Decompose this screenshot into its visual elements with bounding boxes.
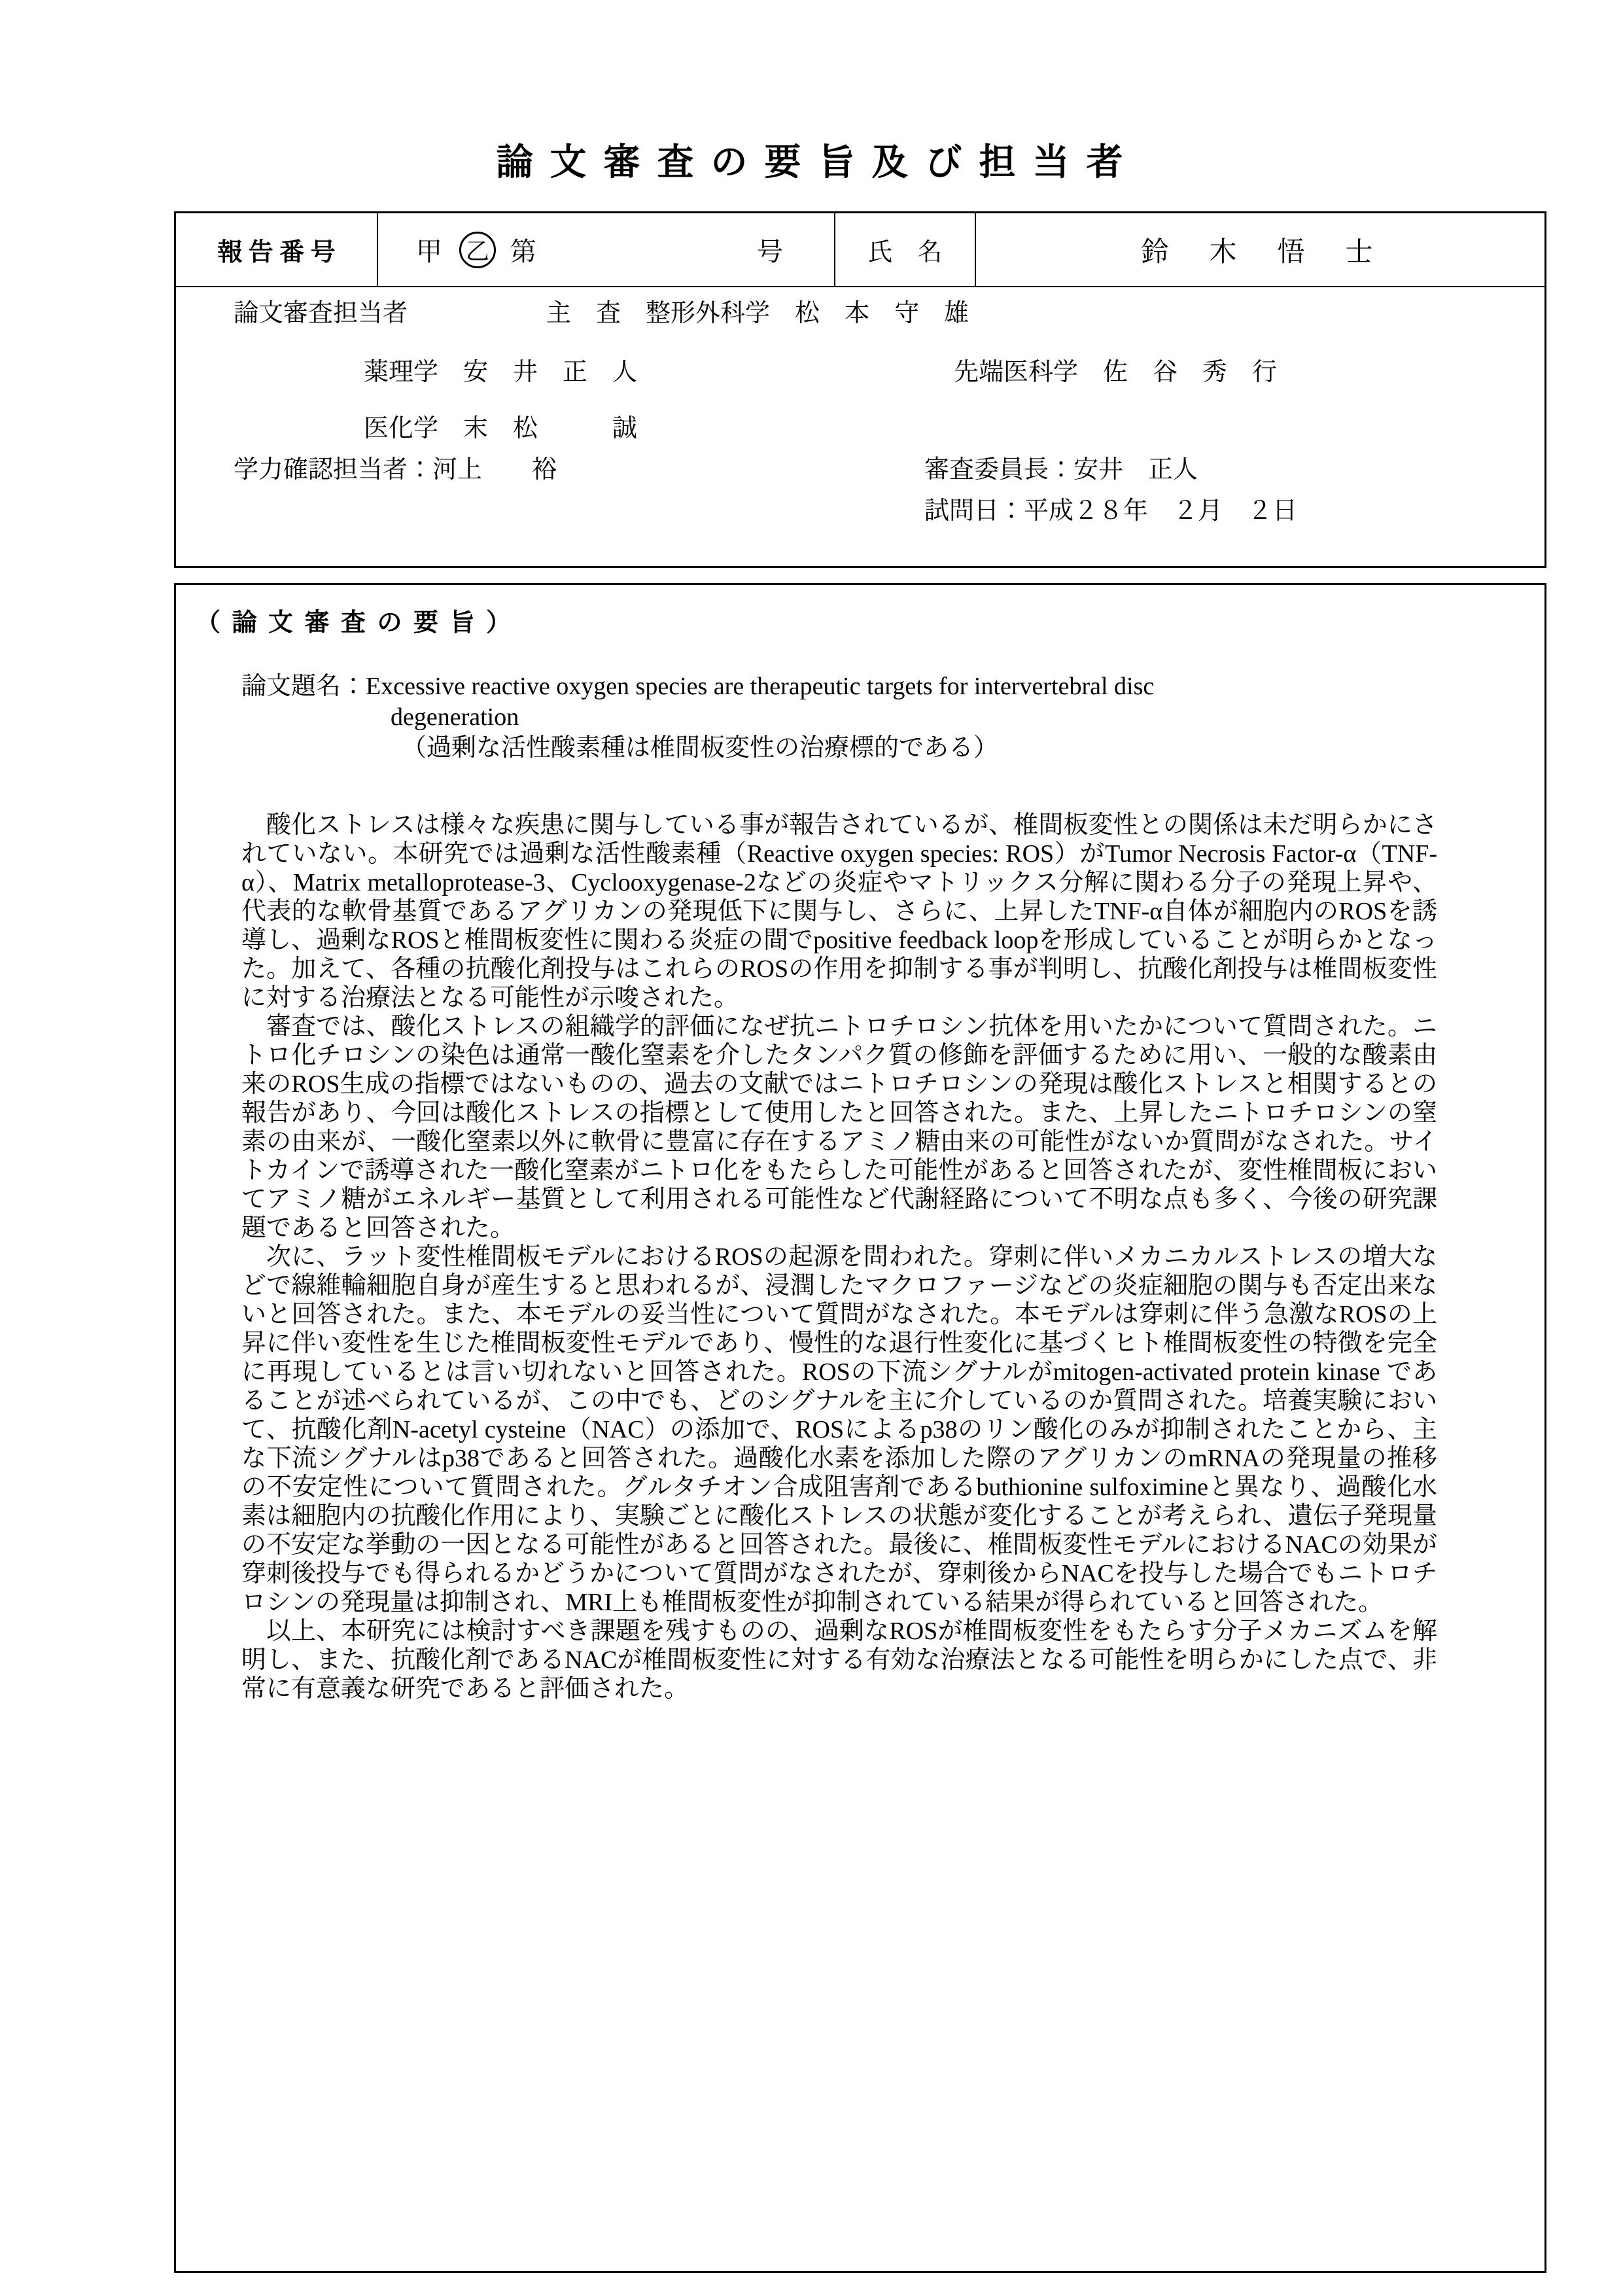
thesis-title-japanese: （過剰な活性酸素種は椎間板変性の治療標的である） xyxy=(402,734,999,762)
page-title: 論 文 審 査 の 要 旨 及 び 担 当 者 xyxy=(496,143,1127,183)
header-table xyxy=(174,211,1546,568)
report-number-dai: 第 xyxy=(510,237,536,266)
report-number-cell xyxy=(378,213,835,286)
candidate-name: 鈴 木 悟 士 xyxy=(1141,237,1380,268)
thesis-title-label: 論文題名： xyxy=(241,673,366,700)
committee-section xyxy=(176,287,1544,567)
report-type-kou: 甲 xyxy=(416,237,442,266)
member-pharmacology: 薬理学 安 井 正 人 xyxy=(364,359,638,386)
committee-chair: 審査委員長：安井 正人 xyxy=(924,456,1198,484)
report-number-gou: 号 xyxy=(757,237,783,266)
chief-reviewer: 主 査 整形外科学 松 本 守 雄 xyxy=(546,300,969,327)
report-number-label: 報 告 番 号 xyxy=(176,213,378,286)
report-type-otsu-circled: 乙 xyxy=(459,232,496,268)
committee-line-chief xyxy=(176,298,1544,329)
summary-section-title: （ 論 文 審 査 の 要 旨 ） xyxy=(196,609,514,637)
reviewers-label: 論文審査担当者 xyxy=(234,300,408,327)
member-biochemistry: 医化学 末 松 誠 xyxy=(364,415,638,442)
academic-confirmation: 学力確認担当者：河上 裕 xyxy=(234,456,557,484)
thesis-title-block xyxy=(241,671,1437,764)
committee-line-members2 xyxy=(176,413,1544,444)
committee-line-members1 xyxy=(176,357,1544,388)
committee-line-academic xyxy=(176,454,1544,486)
exam-date: 試問日：平成２８年 ２月 ２日 xyxy=(924,497,1298,525)
name-label: 氏 名 xyxy=(835,213,976,286)
report-number-row xyxy=(176,213,1544,287)
review-paragraph-2: 審査では、酸化ストレスの組織学的評価になぜ抗ニトロチロシン抗体を用いたかについて質問された。ニトロ化チロシンの染色は通常一酸化窒素を介したタンパク質の修飾を評価するために用い、一般的な酸素由来のROS生成の指標ではないものの、過去の文献ではニトロチロシンの発現は酸化ストレスと相関するとの報告があり、今回は酸化ストレスの指標として使用したと回答された。また、上昇したニトロチロシンの窒素の由来が、一酸化窒素以外に軟骨に豊富に存在するアミノ糖由来の可能性がないか質問がなされた。サイトカインで誘導された一酸化窒素がニトロ化をもたらした可能性があると回答されたが、変性椎間板においてアミノ糖がエネルギー基質として利用される可能性など代謝経路について不明な点も多く、今後の研究課題であると回答された。 xyxy=(241,1013,1437,1242)
review-paragraph-3: 次に、ラット変性椎間板モデルにおけるROSの起源を問われた。穿刺に伴いメカニカルストレスの増大などで線維輪細胞自身が産生すると思われるが、浸潤したマクロファージなどの炎症細胞の関与も否定出来ないと回答された。また、本モデルの妥当性について質問がなされた。本モデルは穿刺に伴う急激なROSの上昇に伴い変性を生じた椎間板変性モデルであり、慢性的な退行性変化に基づくヒト椎間板変性の特徴を完全に再現しているとは言い切れないと回答された。ROSの下流シグナルがmitogen-activated protein kinase であることが述べられているが、この中でも、どのシグナルを主に介しているのか質問された。培養実験において、抗酸化剤N-acetyl cysteine（NAC）の添加で、ROSによるp38のリン酸化のみが抑制されたことから、主な下流シグナルはp38であると回答された。過酸化水素を添加した際のアグリカンのmRNAの発現量の推移の不安定性について質問された。グルタチオン合成阻害剤であるbuthionine sulfoximineと異なり、過酸化水素は細胞内の抗酸化作用により、実験ごとに酸化ストレスの状態が変化することが考えられ、遺伝子発現量の不安定な挙動の一因となる可能性があると回答された。最後に、椎間板変性モデルにおけるNACの効果が穿刺後投与でも得られるかどうかについて質問がなされたが、穿刺後からNACを投与した場合でもニトロチロシンの発現量は抑制され、MRI上も椎間板変性が抑制されている結果が得られていると回答された。 xyxy=(241,1243,1437,1616)
member-advanced-medicine: 先端医科学 佐 谷 秀 行 xyxy=(954,359,1278,386)
thesis-title-line1 xyxy=(241,671,1437,702)
committee-line-date xyxy=(176,495,1544,527)
review-summary-box xyxy=(174,583,1546,2273)
thesis-title-english: Excessive reactive oxygen species are therapeutic targets for intervertebral disc xyxy=(366,673,1155,700)
review-paragraph-1: 酸化ストレスは様々な疾患に関与している事が報告されているが、椎間板変性との関係は未だ明らかにされていない。本研究では過剰な活性酸素種（Reactive oxygen species: ROS）がTumor Necrosis Factor-α（TNF-α）、Matrix metalloprotease-3、Cyclooxygenase-2などの炎症やマトリックス分解に関わる分子の発現上昇や、代表的な軟骨基質であるアグリカンの発現低下に関与し、さらに、上昇したTNF-α自体が細胞内のROSを誘導し、過剰なROSと椎間板変性に関わる炎症の間でpositive feedback loopを形成していることが明らかとなった。加えて、各種の抗酸化剤投与はこれらのROSの作用を抑制する事が判明し、抗酸化剤投与は椎間板変性に対する治療法となる可能性が示唆された。 xyxy=(241,811,1437,1012)
review-body-text xyxy=(241,811,1437,1703)
review-paragraph-4: 以上、本研究には検討すべき課題を残すものの、過剰なROSが椎間板変性をもたらす分子メカニズムを解明し、また、抗酸化剤であるNACが椎間板変性に対する有効な治療法となる可能性を明らかにした点で、非常に有意義な研究であると評価された。 xyxy=(241,1617,1437,1703)
thesis-title-english-cont: degeneration xyxy=(391,703,519,731)
